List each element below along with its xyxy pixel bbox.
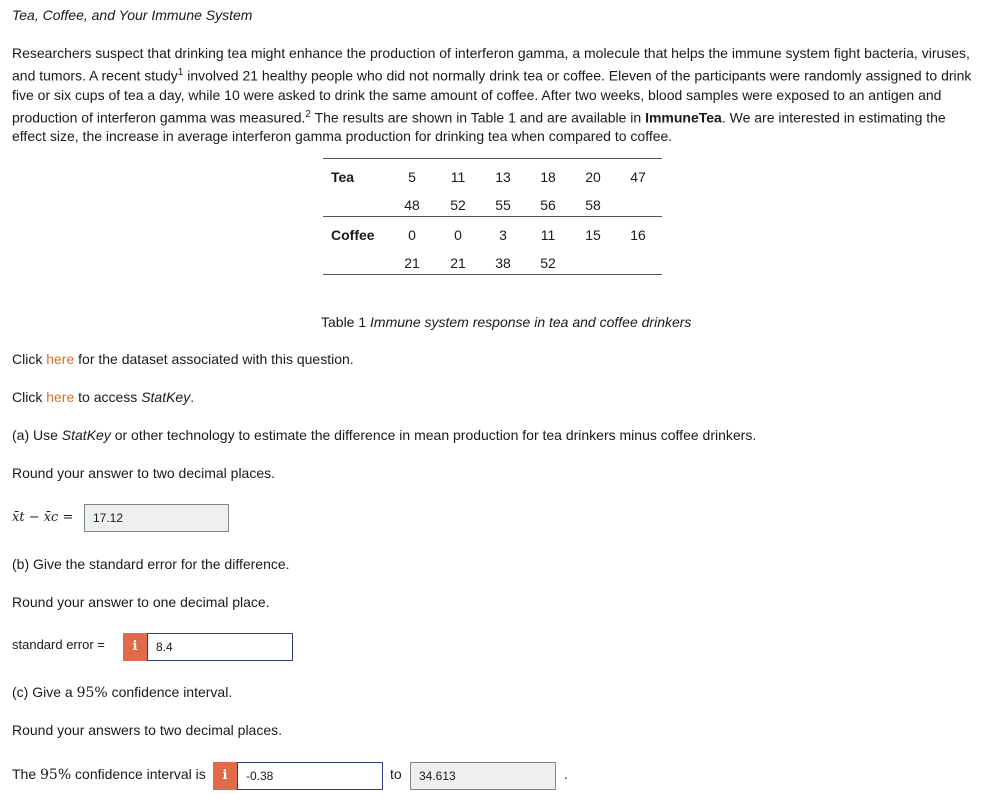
- part-a-round: Round your answer to two decimal places.: [12, 465, 276, 481]
- table-cell: 16: [630, 227, 646, 243]
- table-cell: 38: [495, 255, 511, 271]
- table-cell: 52: [540, 255, 556, 271]
- ci-label-pre: The: [12, 766, 41, 782]
- table-cell: 13: [495, 169, 511, 185]
- tea-label: Tea: [331, 169, 355, 185]
- intro-text-4: . We are interested in estimating the effect size, the increase in average interferon gamma production for drinking tea when compared to coffee.: [12, 109, 946, 145]
- table-cell: 48: [404, 197, 420, 213]
- mean-difference-input[interactable]: 17.12: [84, 504, 229, 532]
- intro-text-2: involved 21 healthy people who did not normally drink tea or coffee. Eleven of the participants were randomly assigned to drink five or six cups of tea a day, while 10 were asked to drink the same amount of coffee. After two weeks, blood samples were exposed to an antigen and production of interferon gamma was measured.: [12, 67, 972, 126]
- part-c-question: [12, 684, 232, 701]
- part-c-post: confidence interval.: [107, 684, 233, 700]
- statkey-name: StatKey: [141, 389, 191, 405]
- caption-text: Immune system response in tea and coffee drinkers: [370, 314, 692, 330]
- footnote-2: 2: [305, 108, 311, 120]
- table-cell: 0: [408, 227, 416, 243]
- table-cell: 21: [450, 255, 466, 271]
- part-a-tool: StatKey: [61, 427, 111, 443]
- part-a-post: or other technology to estimate the difference in mean production for tea drinkers minus coffee drinkers.: [110, 427, 757, 443]
- table-cell: 47: [630, 169, 646, 185]
- part-a-pre: (a) Use: [12, 427, 62, 443]
- dataset-line-pre: Click: [12, 351, 47, 367]
- mean-difference-label: x̄t − x̄c =: [12, 510, 74, 525]
- tea-group: [323, 159, 662, 217]
- ci-label-post: confidence interval is: [71, 766, 206, 782]
- part-c-pre: (c) Give a: [12, 684, 77, 700]
- table-cell: 21: [404, 255, 420, 271]
- ci-end-period: .: [564, 766, 568, 782]
- standard-error-label: standard error =: [12, 637, 105, 652]
- coffee-label: Coffee: [331, 227, 375, 243]
- table-cell: 18: [540, 169, 556, 185]
- part-b-round: Round your answer to one decimal place.: [12, 594, 270, 610]
- ci-upper-input[interactable]: 34.613: [410, 762, 556, 790]
- intro-text-1: Researchers suspect that drinking tea might enhance the production of interferon gamma, a molecule that helps the immune system fight bacteria, viruses, and tumors. A recent study: [12, 45, 970, 84]
- table-cell: 20: [585, 169, 601, 185]
- statkey-line-pre: Click: [12, 389, 47, 405]
- dataset-line: [12, 351, 354, 367]
- ci-to-label: to: [390, 766, 402, 782]
- page-title: Tea, Coffee, and Your Immune System: [12, 7, 253, 23]
- part-b-question: (b) Give the standard error for the difference.: [12, 556, 290, 572]
- info-icon[interactable]: i: [123, 633, 147, 661]
- table-cell: 15: [585, 227, 601, 243]
- info-icon[interactable]: i: [213, 762, 237, 790]
- dataset-line-post: for the dataset associated with this question.: [74, 351, 354, 367]
- statkey-line-end: .: [190, 389, 195, 405]
- statkey-link[interactable]: here: [46, 389, 75, 405]
- table-cell: 56: [540, 197, 556, 213]
- statkey-line-post: to access: [74, 389, 142, 405]
- caption-prefix: Table 1: [321, 314, 371, 330]
- ci-lower-input[interactable]: -0.38: [237, 762, 383, 790]
- data-table: [323, 158, 662, 275]
- dataset-name: ImmuneTea: [645, 109, 722, 126]
- table-cell: 11: [450, 169, 466, 185]
- table-cell: 0: [454, 227, 462, 243]
- table-caption: [321, 314, 691, 330]
- table-cell: 52: [450, 197, 466, 213]
- statkey-line: [12, 389, 194, 405]
- table-cell: 5: [408, 169, 416, 185]
- ci-label-pct: 95%: [40, 767, 72, 783]
- table-cell: 58: [585, 197, 601, 213]
- table-cell: 11: [540, 227, 556, 243]
- confidence-interval-label: [12, 766, 206, 783]
- part-c-round: Round your answers to two decimal places.: [12, 722, 283, 738]
- standard-error-input[interactable]: 8.4: [147, 633, 293, 661]
- part-c-pct: 95%: [76, 685, 108, 701]
- dataset-link[interactable]: here: [46, 351, 75, 367]
- table-cell: 55: [495, 197, 511, 213]
- part-a-question: [12, 427, 756, 443]
- intro-text-3: The results are shown in Table 1 and are available in: [310, 109, 646, 126]
- coffee-group: [323, 217, 662, 275]
- table-cell: 3: [499, 227, 507, 243]
- footnote-1: 1: [177, 67, 184, 78]
- intro-paragraph: [12, 44, 977, 146]
